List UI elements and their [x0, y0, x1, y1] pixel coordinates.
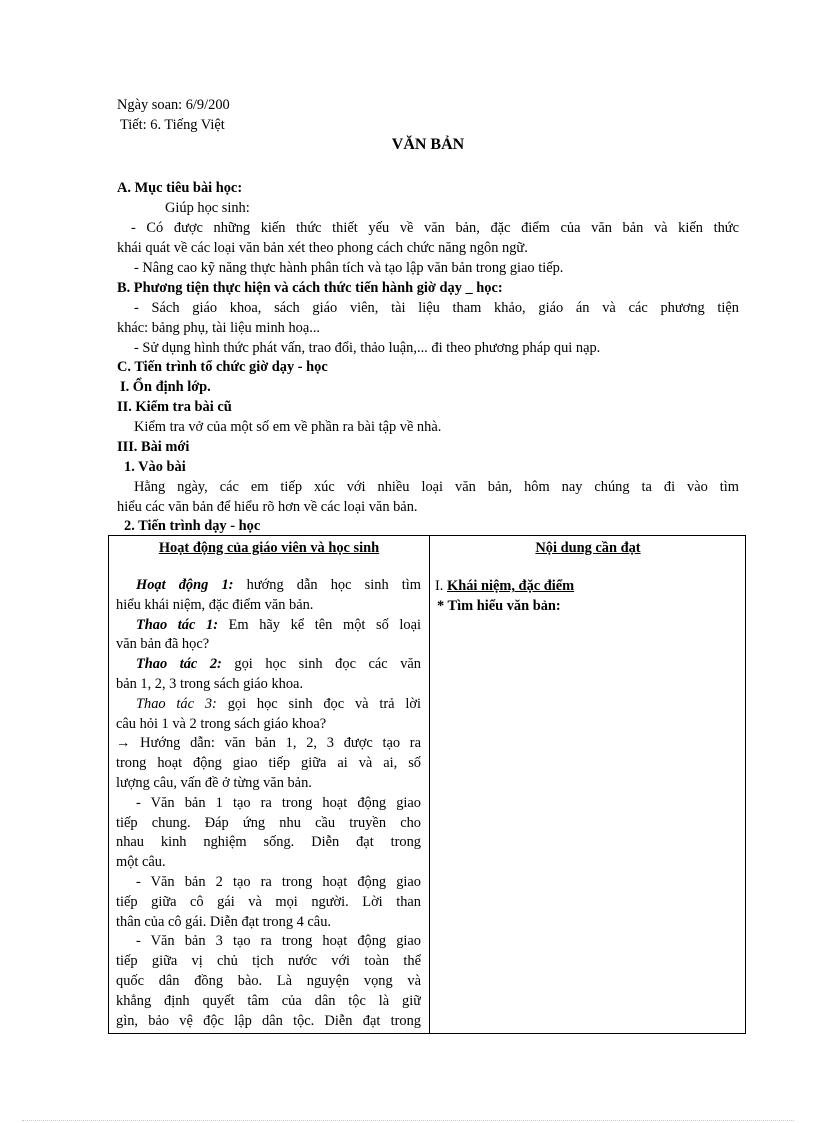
vb3-line1: - Văn bản 3 tạo ra trong hoạt động giao [136, 933, 421, 950]
vb1-line1: - Văn bản 1 tạo ra trong hoạt động giao [136, 794, 421, 811]
tt3-line2: câu hỏi 1 và 2 trong sách giáo khoa? [116, 715, 327, 732]
section-c-ii-text: Kiểm tra vở của một số em về phần ra bài tập về nhà. [134, 419, 442, 435]
section-a-heading: A. Mục tiêu bài học: [117, 180, 243, 196]
vb2-line1: - Văn bản 2 tạo ra trong hoạt động giao [136, 873, 421, 890]
vb1-line4: một câu. [116, 854, 166, 871]
column-divider [429, 536, 430, 1033]
hd1-label: Hoạt động 1: [136, 577, 234, 593]
section-c-s1-b: hiểu các văn bản để hiểu rõ hơn về các loại văn bản. [117, 499, 418, 515]
section-a-p1b: khái quát về các loại văn bản xét theo phong cách chức năng ngôn ngữ. [117, 240, 528, 256]
vb3-line5: gìn, bảo vệ độc lập dân tộc. Diễn đạt trong [116, 1012, 421, 1029]
hd1-line2: hiểu khái niệm, đặc điểm văn bản. [116, 596, 314, 613]
section-b-heading: B. Phương tiện thực hiện và cách thức tiến hành giờ dạy _ học: [117, 280, 503, 296]
section-a-intro: Giúp học sinh: [165, 200, 250, 216]
left-column-content [116, 576, 421, 1031]
page-title: VĂN BẢN [391, 136, 465, 153]
guide-line3: lượng câu, vấn đề ở từng văn bản. [116, 774, 312, 791]
vb3-line3: quốc dân đồng bào. Là nguyện vọng và [116, 972, 421, 989]
right-column-header: Nội dung cần đạt [535, 540, 641, 556]
page-bottom-divider [22, 1120, 794, 1121]
section-b-p2: - Sử dụng hình thức phát vấn, trao đổi, thảo luận,... đi theo phương pháp qui nạp. [134, 340, 601, 356]
vb2-line2: tiếp giữa cô gái và mọi người. Lời than [116, 893, 421, 910]
lesson-table [108, 535, 746, 1034]
section-c-heading: C. Tiến trình tổ chức giờ dạy - học [117, 359, 328, 375]
right-column-content [435, 576, 735, 616]
section-c-s2: 2. Tiến trình dạy - học [124, 518, 261, 534]
section-b-p1a: - Sách giáo khoa, sách giáo viên, tài liệu tham khảo, giáo án và các phương tiện [134, 300, 739, 316]
section-a-p1a: - Có được những kiến thức thiết yếu về văn bản, đặc điểm của văn bản và kiến thức [131, 220, 739, 236]
section-c-ii: II. Kiểm tra bài cũ [117, 399, 232, 415]
hd1-line1: Hoạt động 1: hướng dẫn học sinh tìm [136, 577, 421, 593]
section-a-p2: - Nâng cao kỹ năng thực hành phân tích và tạo lập văn bản trong giao tiếp. [134, 260, 564, 276]
explore-text-heading: * Tìm hiểu văn bản: [437, 598, 561, 614]
tt3-line1: Thao tác 3: gọi học sinh đọc và trả lời [136, 695, 421, 712]
guide-line1: → Hướng dẫn: văn bản 1, 2, 3 được tạo ra [116, 735, 421, 752]
tt1-line1: Thao tác 1: Em hãy kể tên một số loại [136, 616, 421, 633]
left-column-header: Hoạt động của giáo viên và học sinh [158, 540, 380, 556]
section-c-iii: III. Bài mới [117, 439, 190, 455]
vb1-line3: nhau kinh nghiệm sống. Diễn đạt trong [116, 834, 421, 851]
concept-heading: I. Khái niệm, đặc điểm [435, 578, 575, 594]
tt2-line1: Thao tác 2: gọi học sinh đọc các văn [136, 656, 421, 673]
vb3-line2: tiếp giữa vị chủ tịch nước với toàn thể [116, 953, 421, 970]
tt2-line2: bản 1, 2, 3 trong sách giáo khoa. [116, 675, 304, 692]
vb3-line4: khẳng định quyết tâm của dân tộc là giữ [116, 992, 421, 1009]
vb1-line2: tiếp chung. Đáp ứng nhu cầu truyền cho [116, 814, 421, 831]
section-c-s1: 1. Vào bài [124, 459, 186, 475]
guide-line2: trong hoạt động giao tiếp giữa ai và ai, số [116, 755, 421, 772]
section-b-p1b: khác: bảng phụ, tài liệu minh hoạ... [117, 320, 321, 336]
date-line: Ngày soan: 6/9/200 [117, 97, 230, 113]
section-c-s1-a: Hằng ngày, các em tiếp xúc với nhiều loại văn bản, hôm nay chúng ta đi vào tìm [134, 479, 739, 495]
lesson-line: Tiết: 6. Tiếng Việt [120, 117, 225, 133]
tt1-line2: văn bản đã học? [116, 636, 210, 653]
vb2-line3: thân của cô gái. Diễn đạt trong 4 câu. [116, 913, 331, 930]
section-c-i: I. Ổn định lớp. [120, 379, 211, 395]
